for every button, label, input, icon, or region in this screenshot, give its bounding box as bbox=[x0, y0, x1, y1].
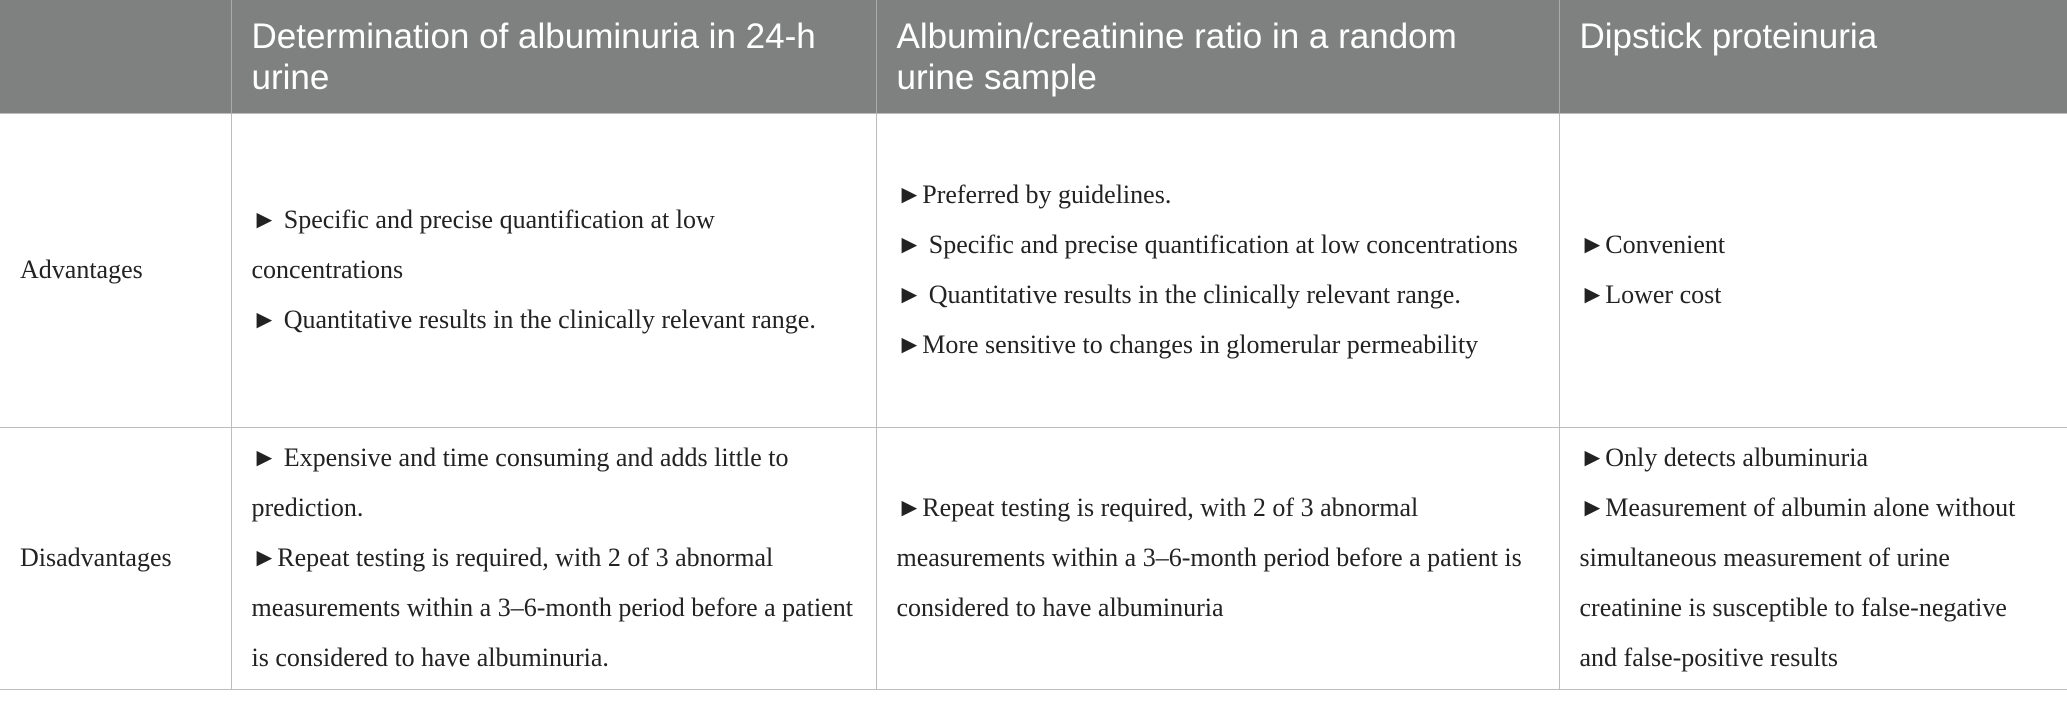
bullet-item: ►More sensitive to changes in glomerular permeability bbox=[896, 330, 1479, 359]
cell-advantages-dipstick bbox=[1559, 113, 2067, 427]
cell-disadvantages-24h-urine bbox=[231, 427, 876, 689]
bullet-item: ►Repeat testing is required, with 2 of 3 abnormal measurements within a 3–6-month period before a patient is considered to have albuminuria. bbox=[251, 543, 853, 672]
cell-disadvantages-acr bbox=[876, 427, 1559, 689]
cell-advantages-acr bbox=[876, 113, 1559, 427]
row-label-disadvantages: Disadvantages bbox=[0, 427, 231, 689]
bullet-item: ►Preferred by guidelines. bbox=[896, 180, 1172, 209]
table-body bbox=[0, 113, 2067, 689]
header-albumin-creatinine-ratio: Albumin/creatinine ratio in a random urine sample bbox=[876, 0, 1559, 113]
bullet-item: ►Only detects albuminuria bbox=[1579, 443, 1869, 472]
cell-disadvantages-dipstick bbox=[1559, 427, 2067, 689]
header-row bbox=[0, 0, 2067, 113]
bullet-item: ► Expensive and time consuming and adds little to prediction. bbox=[251, 443, 789, 522]
bullet-item: ►Lower cost bbox=[1579, 280, 1722, 309]
bullet-item: ►Repeat testing is required, with 2 of 3 abnormal measurements within a 3–6-month period before a patient is considered to have albuminuria bbox=[896, 493, 1522, 622]
bullet-item: ►Convenient bbox=[1579, 230, 1726, 259]
table-header bbox=[0, 0, 2067, 113]
bullet-item: ► Specific and precise quantification at low concentrations bbox=[896, 230, 1518, 259]
bullet-item: ►Measurement of albumin alone without simultaneous measurement of urine creatinine is susceptible to false-negative and false-positive results bbox=[1579, 493, 2016, 672]
bullet-item: ► Specific and precise quantification at low concentrations bbox=[251, 205, 715, 284]
bullet-item: ► Quantitative results in the clinically relevant range. bbox=[896, 280, 1461, 309]
header-dipstick-proteinuria: Dipstick proteinuria bbox=[1559, 0, 2067, 113]
table-row-advantages bbox=[0, 113, 2067, 427]
header-24h-urine: Determination of albuminuria in 24-h urine bbox=[231, 0, 876, 113]
table-row-disadvantages bbox=[0, 427, 2067, 689]
header-cell-empty bbox=[0, 0, 231, 113]
bullet-item: ► Quantitative results in the clinically relevant range. bbox=[251, 305, 816, 334]
row-label-advantages: Advantages bbox=[0, 113, 231, 427]
cell-advantages-24h-urine bbox=[231, 113, 876, 427]
